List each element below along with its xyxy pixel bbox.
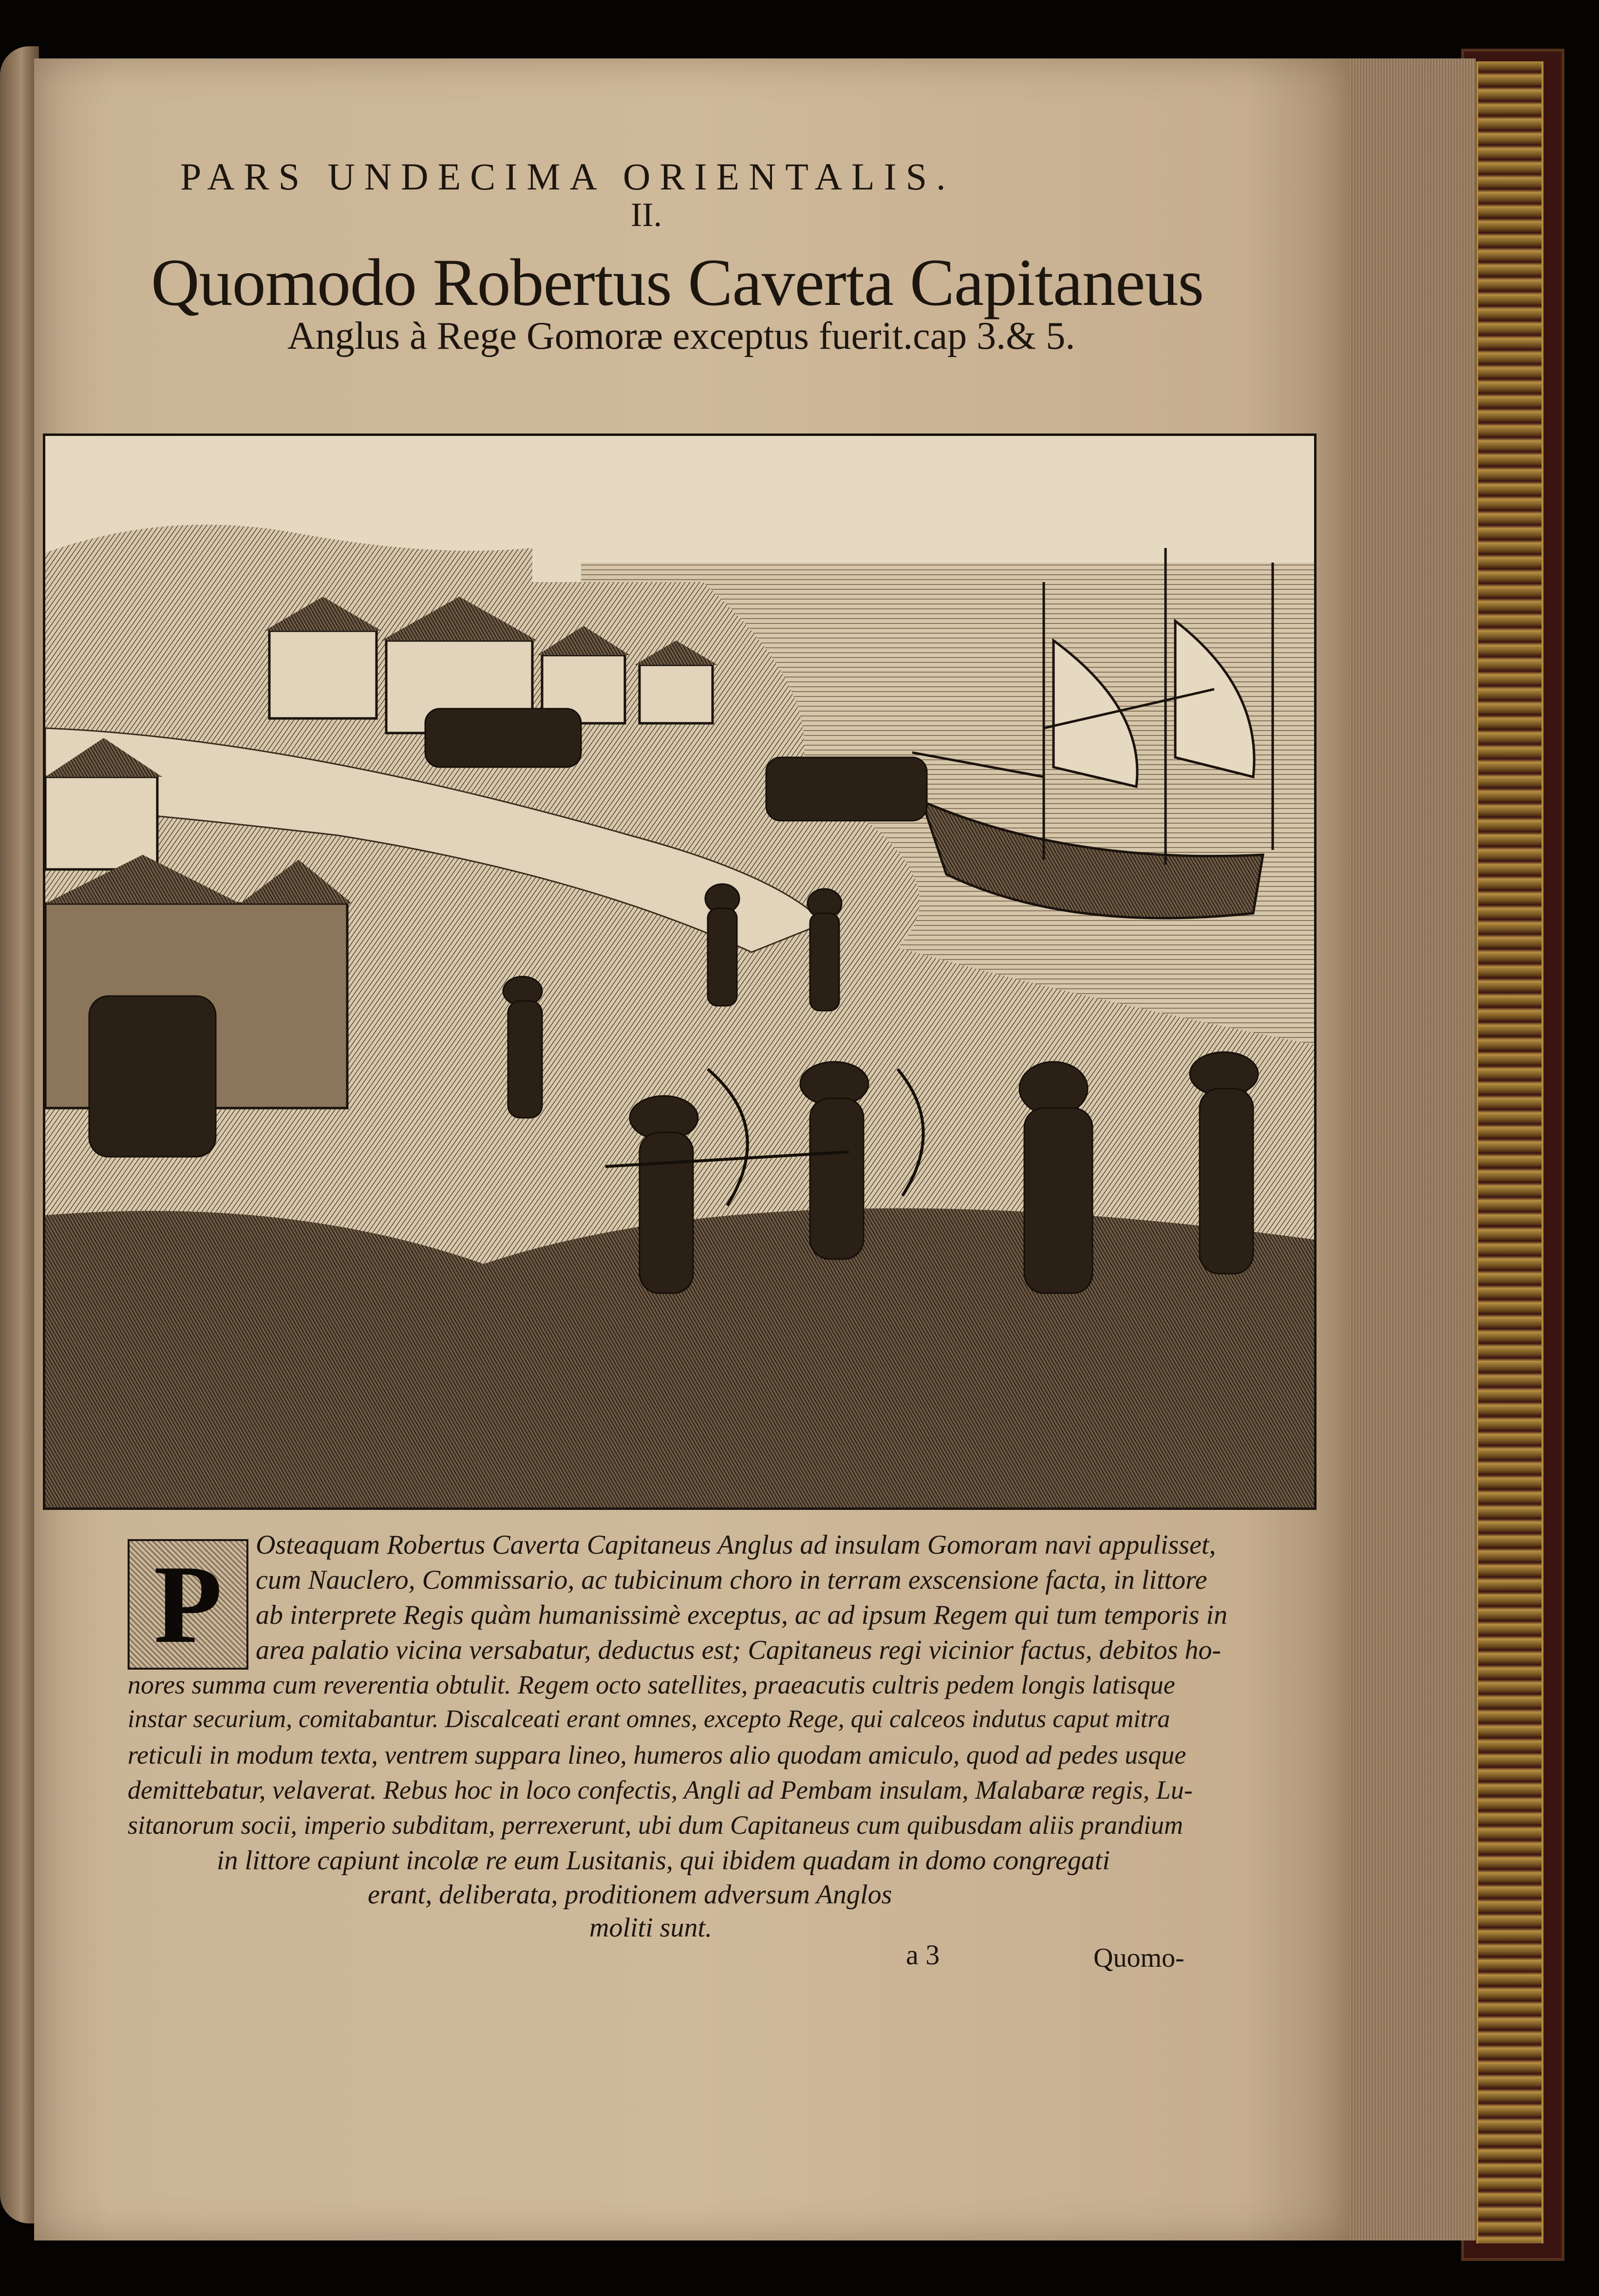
page-block-edges [1349,58,1476,2240]
running-head: PARS UNDECIMA ORIENTALIS. [180,155,955,198]
body-line-8: demittebatur, velaverat. Rebus hoc in loco confectis, Angli ad Pembam insulam, Malabaræ regis, Lu- [128,1775,1193,1805]
gilt-tooling [1476,61,1543,2243]
plate-number: II. [631,196,662,234]
body-line-5: nores summa cum reverentia obtulit. Regem octo satellites, praeacutis cultris pedem longis latisque [128,1670,1175,1699]
body-line-9: sitanorum socii, imperio subditam, perrexerunt, ubi dum Capitaneus cum quibusdam aliis prandium [128,1810,1183,1840]
left-page-edge [0,46,39,2223]
body-line-6: instar securium, comitabantur. Discalceati erant omnes, excepto Rege, qui calceos indutus caput mitra [128,1705,1170,1733]
catchword: Quomo- [1093,1943,1185,1973]
body-line-2: cum Nauclero, Commissario, ac tubicinum choro in terram exscensione facta, in littore [256,1565,1207,1595]
engraving-illustration [43,433,1317,1510]
plate-title-line2: Anglus à Rege Gomoræ exceptus fuerit.cap 3.& 5. [287,315,1075,358]
body-line-10: in littore capiunt incolæ re eum Lusitanis, qui ibidem quadam in domo congregati [217,1845,1110,1876]
body-line-4: area palatio vicina versabatur, deductus est; Capitaneus regi vicinior factus, debitos ho- [256,1635,1222,1665]
engraving-drawing [45,436,1314,1507]
body-line-1: Osteaquam Robertus Caverta Capitaneus Anglus ad insulam Gomoram navi appulisset, [256,1530,1216,1560]
body-line-3: ab interprete Regis quàm humanissimè exceptus, ac ad ipsum Regem qui tum temporis in [256,1600,1227,1630]
body-line-7: reticuli in modum texta, ventrem suppara lineo, humeros alio quodam amiculo, quod ad pedes usque [128,1740,1186,1769]
plate-title-line1: Quomodo Robertus Caverta Capitaneus [151,245,1204,320]
book-cover-edge [1461,49,1564,2261]
drop-cap: P [128,1539,248,1670]
body-line-11: erant, deliberata, proditionem adversum Anglos [368,1880,892,1910]
signature-mark: a 3 [906,1939,940,1971]
body-line-12: moliti sunt. [589,1913,713,1943]
